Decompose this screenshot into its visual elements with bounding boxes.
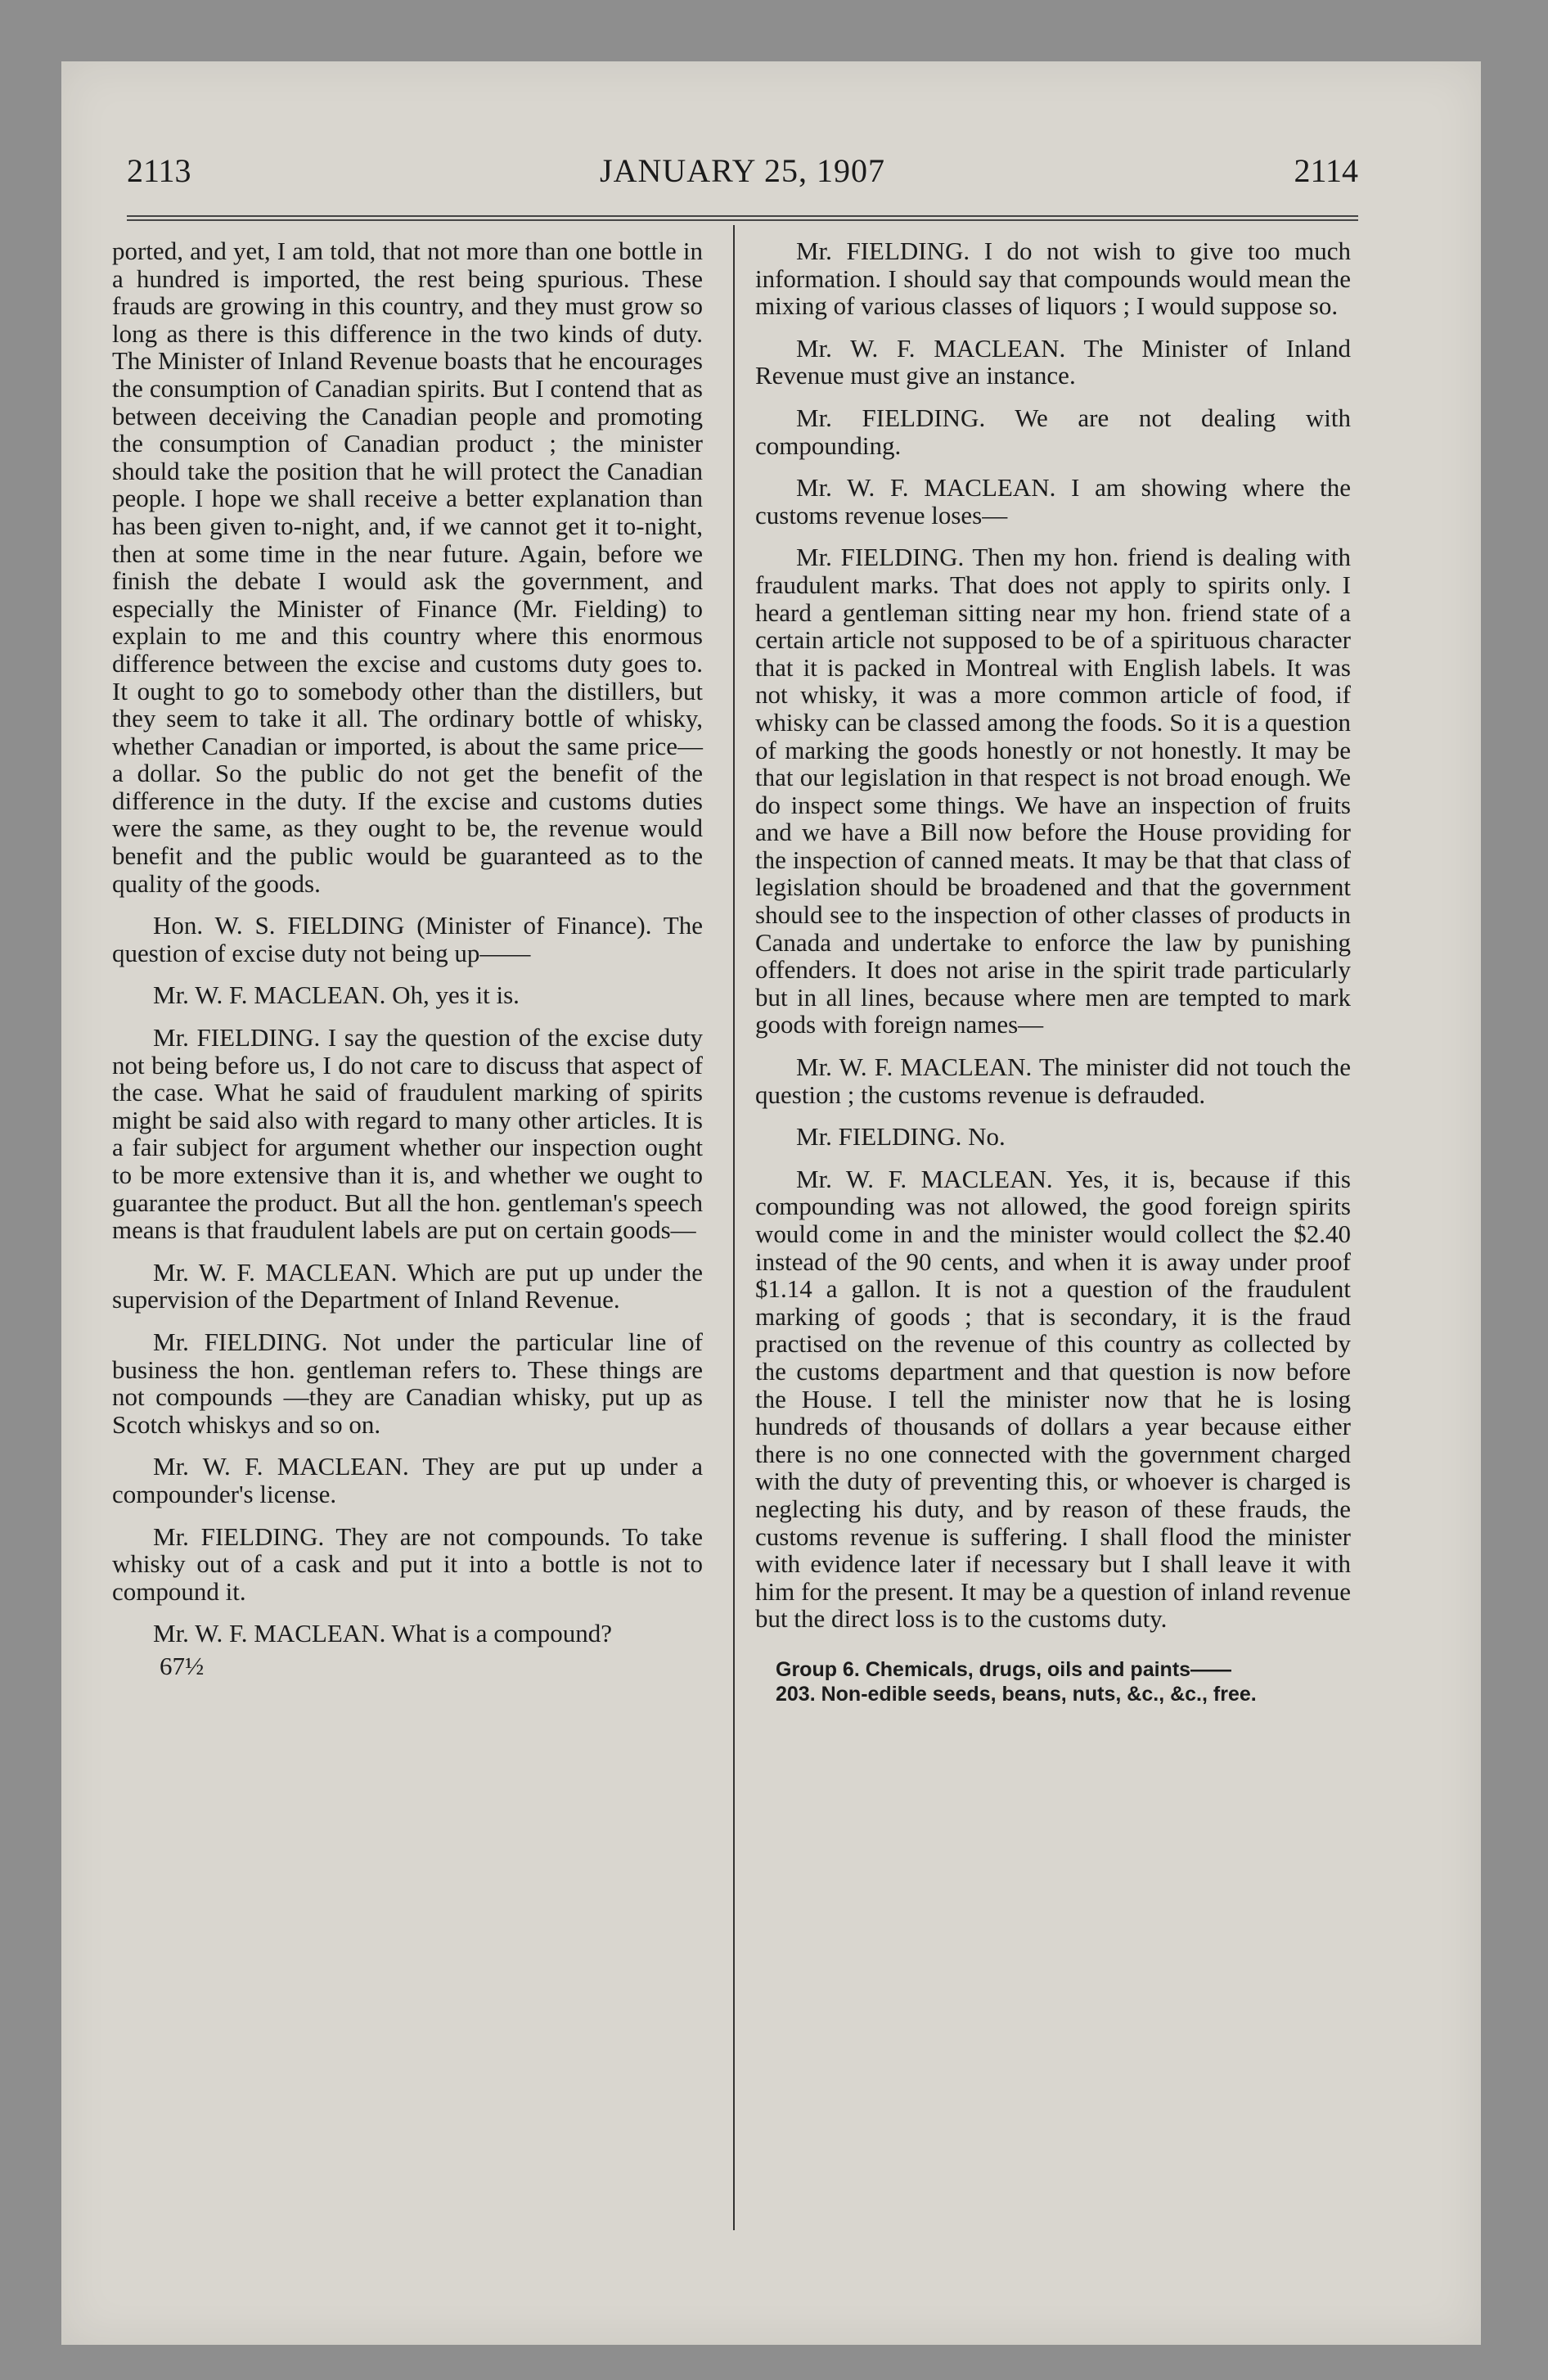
paragraph: ported, and yet, I am told, that not more than one bottle in a hundred is imported, the rest being spurious. These frauds are growing in this country, and they must grow so long as there is this difference in the two kinds of duty. The Minister of Inland Revenue boasts that he encourages the consumption of Canadian spirits. But I contend that as between deceiving the Canadian people and promoting the consumption of Canadian product ; the minister should take the position that he will protect the Canadian people. I hope we shall receive a better explanation than has been given to-night, and, if we cannot get it to-night, then at some time in the near future. Again, before we finish the debate I would ask the government, and especially the Minister of Finance (Mr. Fielding) to explain to me and this country where this enormous difference between the excise and customs duty goes to. It ought to go to somebody other than the distillers, but they seem to take it all. The ordinary bottle of whisky, whether Canadian or imported, is about the same price—a dollar. So the public do not get the benefit of the difference in the duty. If the excise and customs duties were the same, as they ought to be, the revenue would benefit and the public would be guaranteed as to the quality of the goods. — [112, 237, 703, 898]
paragraph: Mr. FIELDING. I say the question of the excise duty not being before us, I do not care to discuss that aspect of the case. What he said of fraudulent marking of spirits might be said also with regard to many other articles. It is a fair subject for argument whether our inspection ought to be more extensive than it is, and whether we ought to guarantee the product. But all the hon. gentleman's speech means is that fraudulent labels are put on certain goods— — [112, 1023, 703, 1245]
group-title: Group 6. Chemicals, drugs, oils and paints—— — [776, 1657, 1232, 1681]
paragraph: Mr. FIELDING. I do not wish to give too much information. I should say that compounds would mean the mixing of various classes of liquors ; I would suppose so. — [755, 237, 1351, 321]
header-date: JANUARY 25, 1907 — [600, 152, 885, 189]
paragraph: Mr. FIELDING. They are not compounds. To take whisky out of a cask and put it into a bottle is not to compound it. — [112, 1521, 703, 1606]
paragraph: Mr. W. F. MACLEAN. Yes, it is, because if this compounding was not allowed, the good foreign spirits would come in and the minister would collect the $2.40 instead of the 90 cents, and when it is away under proof $1.14 a gallon. It is not a question of the fraudulent marking of goods ; that is secondary, it is the fraud practised on the revenue of this country as collected by the customs department and that question is now before the House. I tell the minister now that he is losing hundreds of thousands of dollars a year because either there is no one connected with the government charged with the duty of preventing this, or whoever is charged is neglecting his duty, and by reason of these frauds, the customs revenue is suffering. I shall flood the minister with evidence later if necessary but I shall leave it with him for the present. It may be a question of inland revenue but the direct loss is to the customs duty. — [755, 1164, 1351, 1634]
tariff-item: 203. Non-edible seeds, beans, nuts, &c., &c., free. — [776, 1682, 1257, 1706]
paragraph: Mr. W. F. MACLEAN. I am showing where the customs revenue loses— — [755, 473, 1351, 530]
paragraph: Mr. FIELDING. Not under the particular line of business the hon. gentleman refers to. These things are not compounds —they are Canadian whisky, put up as Scotch whiskys and so on. — [112, 1327, 703, 1439]
paragraph: Mr. FIELDING. Then my hon. friend is dealing with fraudulent marks. That does not apply to spirits only. I heard a gentleman sitting near my hon. friend state of a certain article not supposed to be of a spirituous character that it is packed in Montreal with English labels. It was not whisky, it was a more common article of food, if whisky can be classed among the foods. So it is a question of marking the goods honestly or not honestly. It may be that our legislation in that respect is not broad enough. We do inspect some things. We have an inspection of fruits and we have a Bill now before the House providing for the inspection of canned meats. It may be that that class of legislation should be broadened and that the government should see to the inspection of other classes of products in Canada and undertake to enforce the law by punishing offenders. It does not arise in the spirit trade particularly but in all lines, because where men are tempted to mark goods with foreign names— — [755, 543, 1351, 1039]
right-column — [755, 237, 1351, 1706]
left-column — [112, 237, 703, 1680]
page-number-left: 2113 — [127, 152, 191, 189]
page-number-right: 2114 — [1294, 152, 1358, 189]
column-divider — [733, 225, 735, 2230]
header-rule — [127, 215, 1358, 221]
paragraph: Mr. W. F. MACLEAN. The Minister of Inland Revenue must give an instance. — [755, 333, 1351, 390]
paragraph: Hon. W. S. FIELDING (Minister of Finance). The question of excise duty not being up—— — [112, 911, 703, 967]
paragraph: Mr. W. F. MACLEAN. They are put up under a compounder's license. — [112, 1452, 703, 1508]
document-page — [61, 61, 1481, 2345]
page-header — [127, 151, 1358, 201]
paragraph: Mr. FIELDING. No. — [796, 1122, 1006, 1152]
tariff-group-heading — [755, 1657, 1351, 1706]
paragraph: Mr. W. F. MACLEAN. What is a compound? — [153, 1619, 612, 1648]
paragraph: Mr. FIELDING. We are not dealing with compounding. — [755, 403, 1351, 460]
folio-mark: 67½ — [160, 1651, 205, 1680]
paragraph: Mr. W. F. MACLEAN. Oh, yes it is. — [153, 980, 520, 1010]
paragraph: Mr. W. F. MACLEAN. The minister did not touch the question ; the customs revenue is defrauded. — [755, 1053, 1351, 1109]
paragraph: Mr. W. F. MACLEAN. Which are put up under the supervision of the Department of Inland Revenue. — [112, 1257, 703, 1314]
